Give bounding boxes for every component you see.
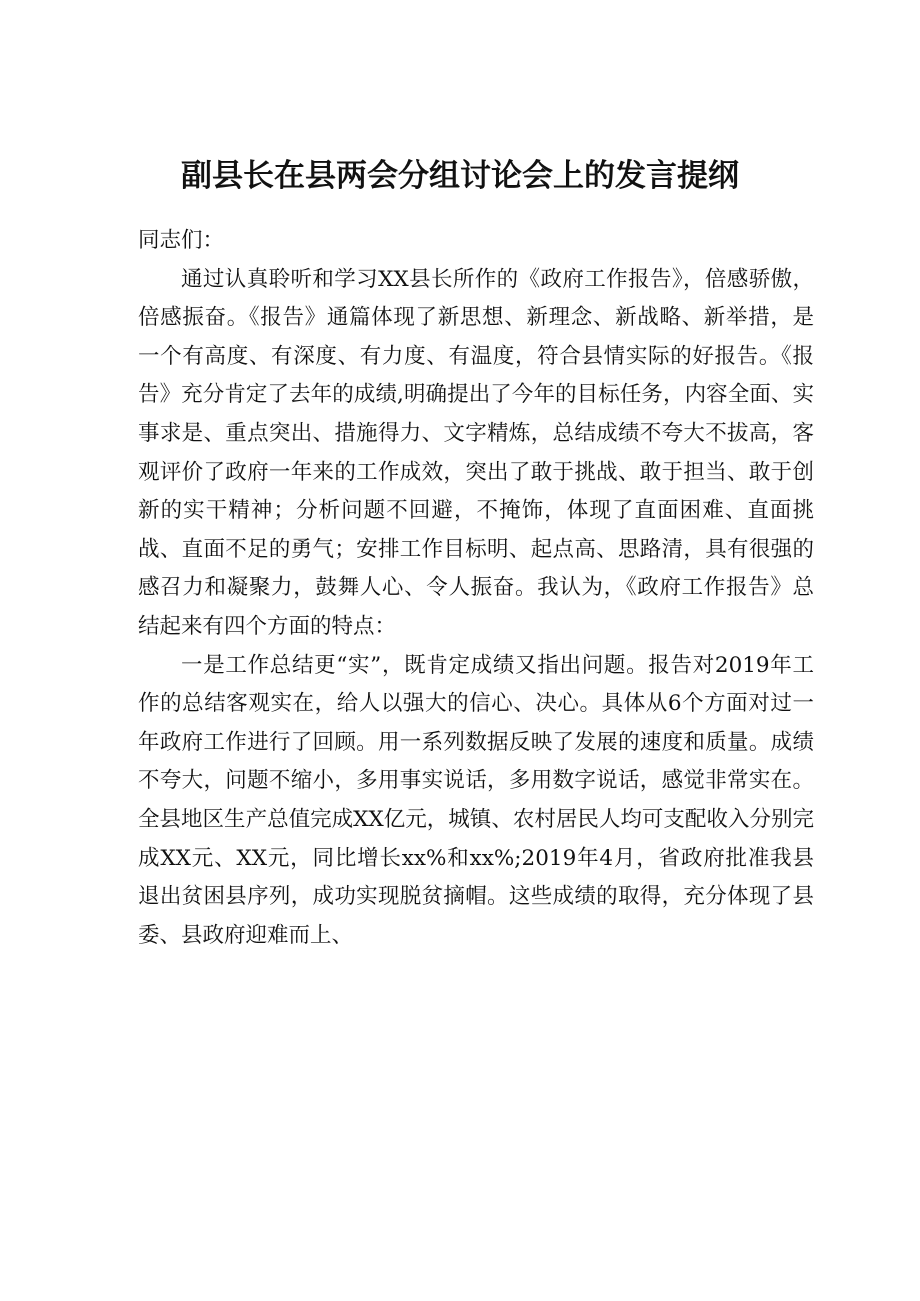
salutation: 同志们： <box>138 228 225 253</box>
document-body <box>138 222 814 955</box>
paragraph-2: 一是工作总结更“实”，既肯定成绩又指出问题。报告对2019年工作的总结客观实在，给人以强大的信心、决心。具体从6个方面对过一年政府工作进行了回顾。用一系列数据反映了发展的速度和质量。成绩不夸大，问题不缩小，多用事实说话，多用数字说话，感觉非常实在。全县地区生产总值完成XX亿元，城镇、农村居民人均可支配收入分别完成XX元、XX元，同比增长xx%和xx%;2019年4月，省政府批准我县退出贫困县序列，成功实现脱贫摘帽。这些成绩的取得，充分体现了县委、县政府迎难而上、 <box>138 652 814 948</box>
page-title: 副县长在县两会分组讨论会上的发言提纲 <box>181 158 739 194</box>
paragraph-1: 通过认真聆听和学习XX县长所作的《政府工作报告》，倍感骄傲，倍感振奋。《报告》通篇体现了新思想、新理念、新战略、新举措，是一个有高度、有深度、有力度、有温度，符合县情实际的好报告。《报告》充分肯定了去年的成绩,明确提出了今年的目标任务，内容全面、实事求是、重点突出、措施得力、文字精炼，总结成绩不夸大不拔高，客观评价了政府一年来的工作成效，突出了敢于挑战、敢于担当、敢于创新的实干精神；分析问题不回避，不掩饰，体现了直面困难、直面挑战、直面不足的勇气；安排工作目标明、起点高、思路清，具有很强的感召力和凝聚力，鼓舞人心、令人振奋。我认为，《政府工作报告》总结起来有四个方面的特点： <box>138 266 814 639</box>
